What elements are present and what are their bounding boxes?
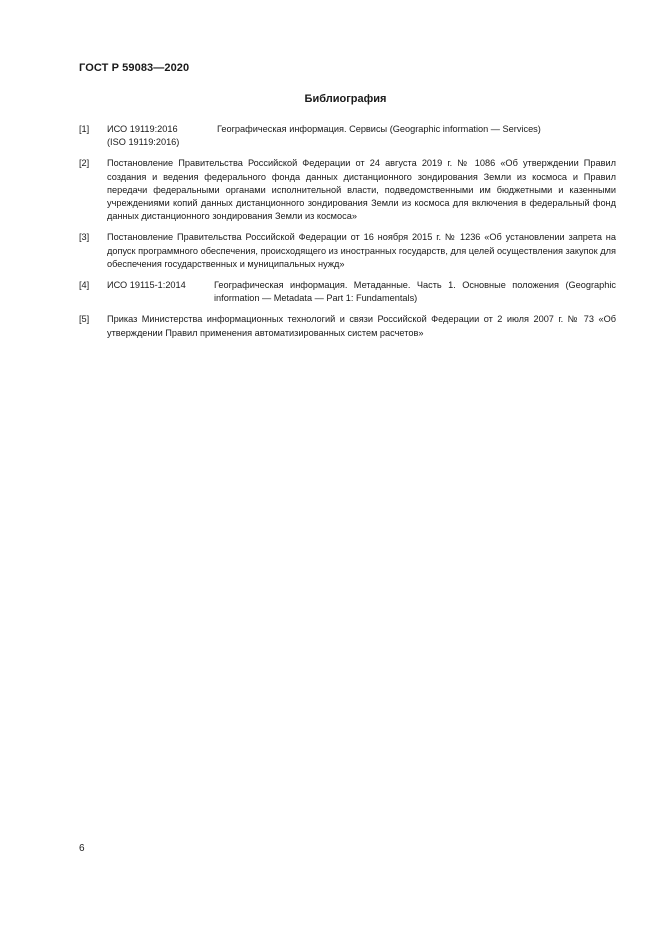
bibliography-list [79, 123, 616, 348]
standard-reference [107, 279, 616, 305]
entry-number: [5] [79, 314, 90, 325]
document-code: ГОСТ Р 59083—2020 [79, 62, 190, 74]
entry-text: Приказ Министерства информационных технологий и связи Российской Федерации от 2 июля 2007 г. № 73 «Об утверждении Правил применения автоматизированных систем расчетов» [107, 314, 616, 338]
entry-text: Постановление Правительства Российской Федерации от 24 августа 2019 г. № 1086 «Об утверждении Правил создания и ведения федерального фонда данных дистанционного зондирования Земли из космоса и Правил передачи федеральными органами исполнительной власти, подведомственными им бюджетными и казенными учреждениями копий данных дистанционного зондирования Земли из космоса для включения в федеральный фонд данных дистанционного зондирования Земли из космоса» [107, 158, 616, 222]
entry-text: Постановление Правительства Российской Федерации от 16 ноября 2015 г. № 1236 «Об установлении запрета на допуск программного обеспечения, происходящего из иностранных государств, для целей осуществления закупок для обеспечения государственных и муниципальных нужд» [107, 232, 616, 269]
standard-title: Географическая информация. Сервисы (Geographic information — Services) [217, 124, 541, 134]
standard-code [107, 123, 217, 149]
entry-number: [1] [79, 124, 90, 134]
standard-code-line: ИСО 19119:2016 [107, 124, 178, 134]
standard-code-alt-line: (ISO 19119:2016) [107, 137, 180, 148]
entry-number: [4] [79, 280, 90, 291]
standard-title: Географическая информация. Метаданные. Часть 1. Основные положения (Geographic information — Metadata — Part 1: Fundamentals) [214, 280, 616, 304]
bibliography-entry-3 [79, 231, 616, 271]
page-number: 6 [79, 843, 85, 854]
standard-reference [107, 123, 616, 149]
bibliography-entry-4 [79, 279, 616, 305]
bibliography-entry-2 [79, 157, 616, 223]
entry-number: [3] [79, 232, 90, 243]
section-title: Библиография [304, 93, 387, 105]
entry-number: [2] [79, 158, 90, 169]
standard-code-line: ИСО 19115-1:2014 [107, 280, 186, 291]
bibliography-entry-1 [79, 123, 616, 149]
standard-code [107, 279, 214, 305]
bibliography-entry-5 [79, 313, 616, 339]
